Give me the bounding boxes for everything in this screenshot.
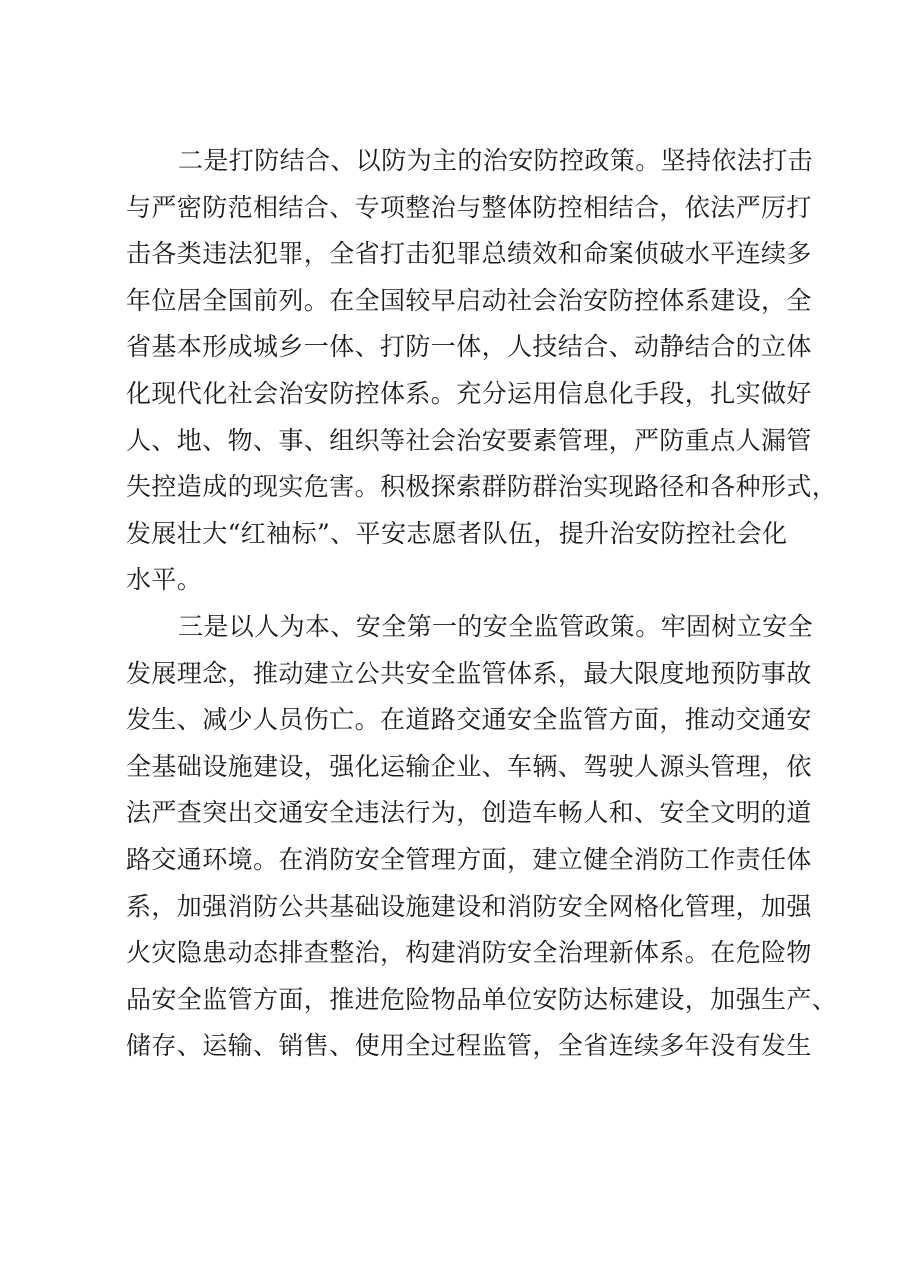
text-line: 与严密防范相结合、专项整治与整体防控相结合，依法严厉打	[126, 192, 812, 222]
paragraph	[126, 138, 838, 604]
text-line: 二是打防结合、以防为主的治安防控政策。坚持依法打击	[178, 146, 814, 175]
text-line: 水平。	[126, 565, 203, 595]
text-line: 系，加强消防公共基础设施建设和消防安全网格化管理，加强	[126, 891, 812, 921]
text-line: 品安全监管方面，推进危险物品单位安防达标建设，加强生产、	[126, 984, 838, 1014]
text-line: 发展理念，推动建立公共安全监管体系，最大限度地预防事故	[126, 658, 812, 688]
text-line: 人、地、物、事、组织等社会治安要素管理，严防重点人漏管	[126, 425, 812, 455]
text-line: 年位居全国前列。在全国较早启动社会治安防控体系建设，全	[126, 285, 812, 315]
text-line: 发生、减少人员伤亡。在道路交通安全监管方面，推动交通安	[126, 705, 812, 735]
document-body	[126, 138, 838, 1070]
text-line: 路交通环境。在消防安全管理方面，建立健全消防工作责任体	[126, 844, 812, 874]
text-line: 击各类违法犯罪，全省打击犯罪总绩效和命案侦破水平连续多	[126, 239, 812, 269]
text-line: 三是以人为本、安全第一的安全监管政策。牢固树立安全	[178, 611, 814, 641]
paragraph	[126, 604, 838, 1070]
text-line: 全基础设施建设，强化运输企业、车辆、驾驶人源头管理，依	[126, 751, 812, 781]
text-line: 化现代化社会治安防控体系。充分运用信息化手段，扎实做好	[126, 378, 812, 408]
text-line: 火灾隐患动态排查整治，构建消防安全治理新体系。在危险物	[126, 938, 812, 968]
text-line: 失控造成的现实危害。积极探索群防群治实现路径和各种形式，	[126, 472, 838, 502]
text-line: 法严查突出交通安全违法行为，创造车畅人和、安全文明的道	[126, 798, 812, 828]
text-line: 储存、运输、销售、使用全过程监管，全省连续多年没有发生	[126, 1031, 812, 1061]
text-line: 省基本形成城乡一体、打防一体，人技结合、动静结合的立体	[126, 332, 812, 362]
text-line: 发展壮大“红袖标”、平安志愿者队伍，提升治安防控社会化	[126, 518, 788, 548]
